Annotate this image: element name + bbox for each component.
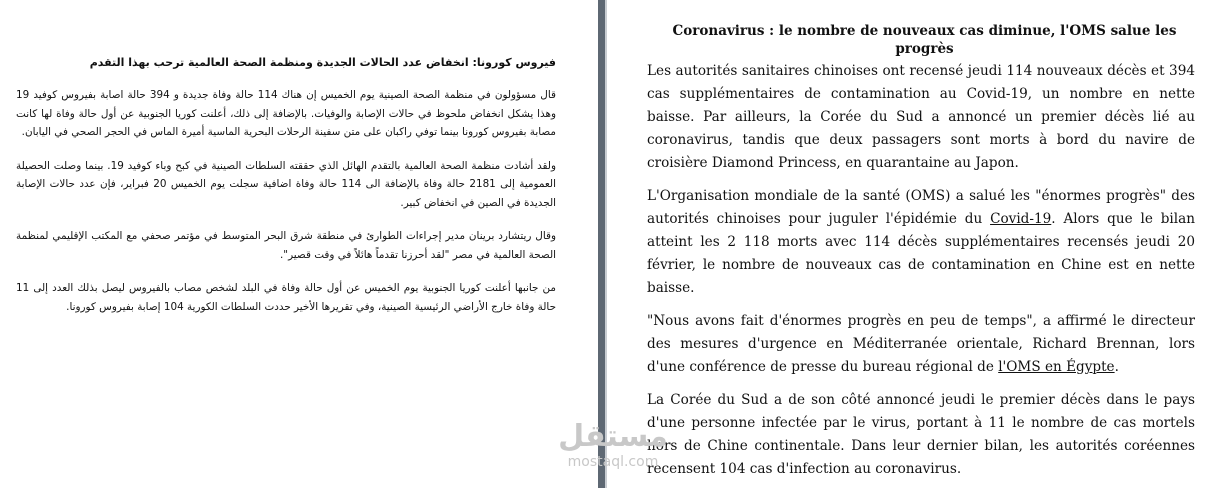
french-title: Coronavirus : le nombre de nouveaux cas diminue, l'OMS salue les progrès [672,23,1177,57]
french-paragraph-3 [647,310,1195,379]
french-page [607,0,1225,488]
arabic-title: فيروس كورونا: انخفاض عدد الحالات الجديدة ومنظمة الصحة العالمية ترحب بهذا التقدم [89,56,556,69]
oms-egypte-link[interactable]: l'OMS en Égypte [998,359,1115,375]
text-run: . Alors que le bilan atteint les 2 118 morts avec 114 décès supplémentaires recensés jeudi 20 février, le nombre de nouveaux cas de contamination en Chine est en nette baisse. [647,211,1195,296]
watermark-domain: mostaql.com [567,454,659,470]
text-run: "Nous avons fait d'énormes progrès en peu de temps", a affirmé le directeur des mesures d'urgence en Méditerranée orientale, Richard Brennan, lors d'une conférence de presse du bureau régional de [647,313,1195,375]
french-paragraph-1: Les autorités sanitaires chinoises ont recensé jeudi 114 nouveaux décès et 394 cas supplémentaires de contamination au Covid-19, un nombre en nette baisse. Par ailleurs, la Corée du Sud a annoncé un premier décès lié au coronavirus, tandis que deux passagers sont morts à bord du navire de croisière Diamond Princess, en quarantaine au Japon. [647,63,1195,171]
mostaql-watermark [543,420,683,480]
french-body [647,60,1195,491]
text-run: L'Organisation mondiale de la santé (OMS) a salué les "énormes progrès" des autorités chinoises pour juguler l'épidémie du [647,188,1195,227]
covid-link[interactable]: Covid-19 [990,211,1052,227]
page-divider [598,0,605,488]
french-paragraph-2 [647,185,1195,300]
arabic-paragraph: ولقد أشادت منظمة الصحة العالمية بالتقدم الهائل الذي حققته السلطات الصينية في كبح وباء كوفيد 19. بينما وصلت الحصيلة العمومية إلى 2181 حالة وفاة بالإضافة الى 114 حالة وفاة اضافية سجلت يوم الخميس 20 فبراير، فإن عدد حالات الإصابة الجديدة في الصين في انخفاض كبير. [16,159,556,209]
french-paragraph-4: La Corée du Sud a de son côté annoncé jeudi le premier décès dans le pays d'une personne infectée par le virus, portant à 11 le nombre de cas mortels hors de Chine continentale. Dans leur dernier bilan, les autorités coréennes recensent 104 cas d'infection au coronavirus. [647,392,1195,477]
arabic-paragraph: من جانبها أعلنت كوريا الجنوبية يوم الخميس عن أول حالة وفاة في البلد لشخص مصاب بالفيروس ليصل بذلك العدد إلى 11 حالة وفاة خارج الأراضي الرئيسية الصينية، وفي تقريرها الأخير حددت السلطات الكورية 104 إصابة بفيروس كورونا. [16,282,556,313]
text-run: . [1114,359,1119,375]
arabic-paragraph: وقال ريتشارد برينان مدير إجراءات الطوارئ في منطقة شرق البحر المتوسط في مؤتمر صحفي مع المكتب الإقليمي لمنظمة الصحة العالمية في مصر "لقد أحرزنا تقدماً هائلاً في وقت قصير". [16,230,556,261]
arabic-page [0,0,596,488]
arabic-paragraph: قال مسؤولون في منظمة الصحة الصينية يوم الخميس إن هناك 114 حالة وفاة جديدة و 394 حالة اصابة بفيروس كوفيد 19 وهذا يشكل انخفاض ملحوظ في حالات الإصابة والوفيات. بالإضافة إلى ذلك، أعلنت كوريا الجنوبية عن أول حالة وفاة لها كانت مصابة بفيروس كورونا بينما توفي راكبان على متن سفينة الرحلات البحرية الماسية أميرة الماس في الحجر الصحي في اليابان. [16,89,556,138]
watermark-logo: مستقل [558,419,668,454]
arabic-body [16,86,556,331]
